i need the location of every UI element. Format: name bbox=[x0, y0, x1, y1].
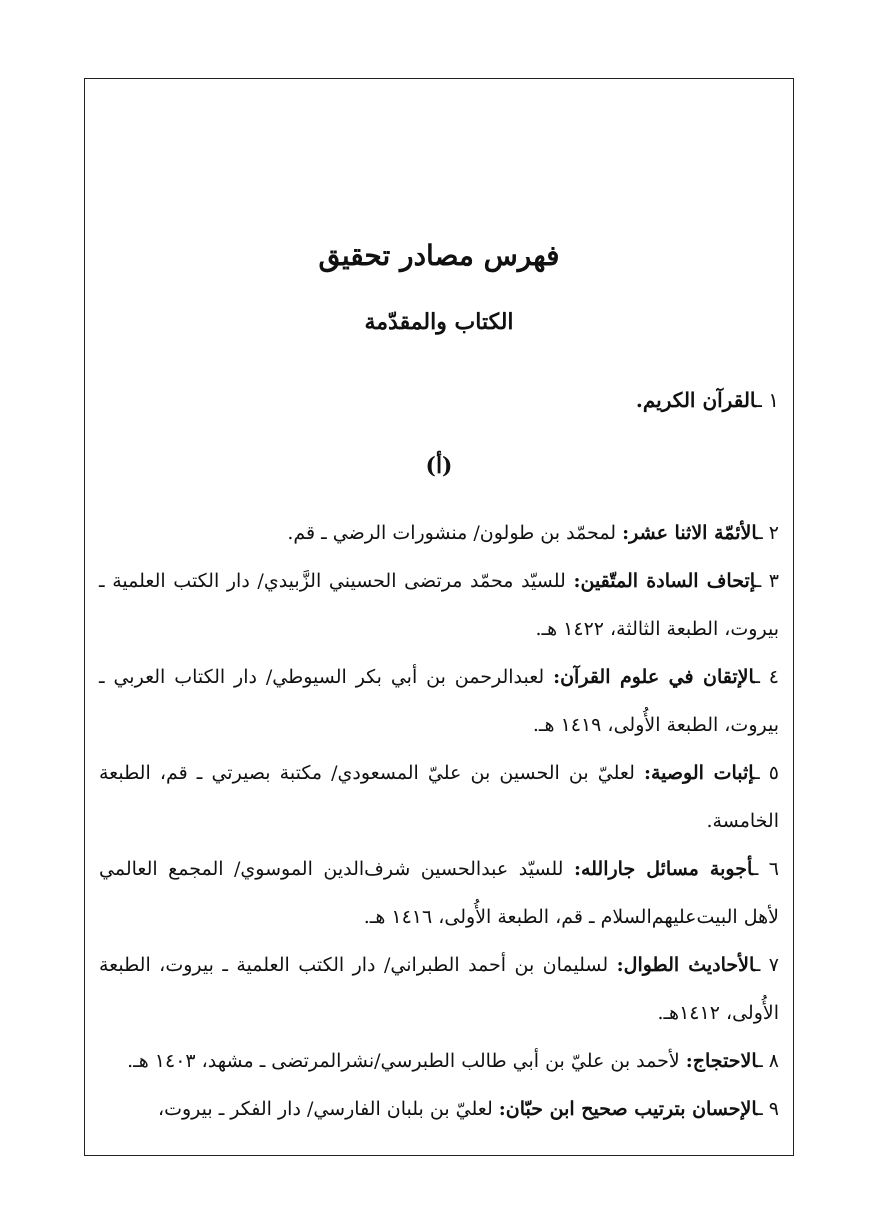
bibliography-entry bbox=[99, 557, 779, 653]
bibliography-list bbox=[99, 509, 779, 1133]
bibliography-entry bbox=[99, 941, 779, 1037]
entry-text: للسيّد عبدالحسين شرف‌الدين الموسوي/ المجمع العالمي لأهل البيت‌عليهم‌السلام ـ قم، الطبعة الأُولى، ١٤١٦ هـ. bbox=[99, 858, 779, 928]
entry-title: الأئمّة الاثنا عشر: bbox=[622, 522, 758, 544]
bibliography-entry bbox=[99, 509, 779, 557]
entry-number: ٣ ـ bbox=[755, 570, 780, 592]
entry-text: لمحمّد بن طولون/ منشورات الرضي ـ قم. bbox=[287, 522, 623, 544]
bibliography-entry bbox=[99, 1085, 779, 1133]
entry-text: لعليّ بن بلبان الفارسي/ دار الفكر ـ بيروت، bbox=[157, 1098, 499, 1120]
entry-number: ٥ ـ bbox=[754, 762, 779, 784]
entry-number: ٦ ـ bbox=[752, 858, 779, 880]
intro-number: ١ ـ bbox=[756, 388, 779, 412]
section-letter: (أ) bbox=[425, 453, 453, 479]
page-content bbox=[85, 79, 793, 1155]
bibliography-entry bbox=[99, 845, 779, 941]
bibliography-entry bbox=[99, 749, 779, 845]
entry-title: أجوبة مسائل جارالله: bbox=[573, 858, 753, 880]
page-subtitle: الكتاب والمقدّمة bbox=[364, 309, 514, 335]
entry-text: للسيّد محمّد مرتضى الحسيني الزَّبيدي/ دار الكتب العلمية ـ بيروت، الطبعة الثالثة، ١٤٢٢ هـ. bbox=[99, 570, 779, 640]
entry-title: الأحاديث الطوال: bbox=[616, 954, 755, 976]
entry-text: لسليمان بن أحمد الطبراني/ دار الكتب العلمية ـ بيروت، الطبعة الأُولى، ١٤١٢هـ. bbox=[99, 954, 779, 1024]
intro-title: القرآن الكريم. bbox=[635, 388, 757, 412]
intro-entry bbox=[99, 384, 779, 416]
entry-text: لأحمد بن عليّ بن أبي طالب الطبرسي/نشرالمرتضى ـ مشهد، ١٤٠٣ هـ. bbox=[127, 1050, 686, 1072]
entry-text: لعليّ بن الحسين بن عليّ المسعودي/ مكتبة بصيرتي ـ قم، الطبعة الخامسة. bbox=[99, 762, 779, 832]
page-title: فهرس مصادر تحقيق bbox=[318, 239, 560, 272]
entry-title: الإحسان بترتيب صحيح ابن حبّان: bbox=[498, 1098, 758, 1120]
page-frame bbox=[84, 78, 794, 1156]
entry-title: الاحتجاج: bbox=[685, 1050, 758, 1072]
entry-number: ٤ ـ bbox=[754, 666, 779, 688]
entry-title: الإتقان في علوم القرآن: bbox=[553, 666, 755, 688]
entry-number: ٧ ـ bbox=[754, 954, 780, 976]
entry-number: ٩ ـ bbox=[757, 1098, 779, 1120]
entry-title: إثبات الوصية: bbox=[643, 762, 755, 784]
entry-number: ٨ ـ bbox=[757, 1050, 779, 1072]
entry-text: لعبدالرحمن بن أبي بكر السيوطي/ دار الكتاب العربي ـ بيروت، الطبعة الأُولى، ١٤١٩ هـ. bbox=[99, 666, 779, 736]
bibliography-entry bbox=[99, 1037, 779, 1085]
entry-title: إتحاف السادة المتّقين: bbox=[573, 570, 756, 592]
entry-number: ٢ ـ bbox=[757, 522, 779, 544]
bibliography-entry bbox=[99, 653, 779, 749]
